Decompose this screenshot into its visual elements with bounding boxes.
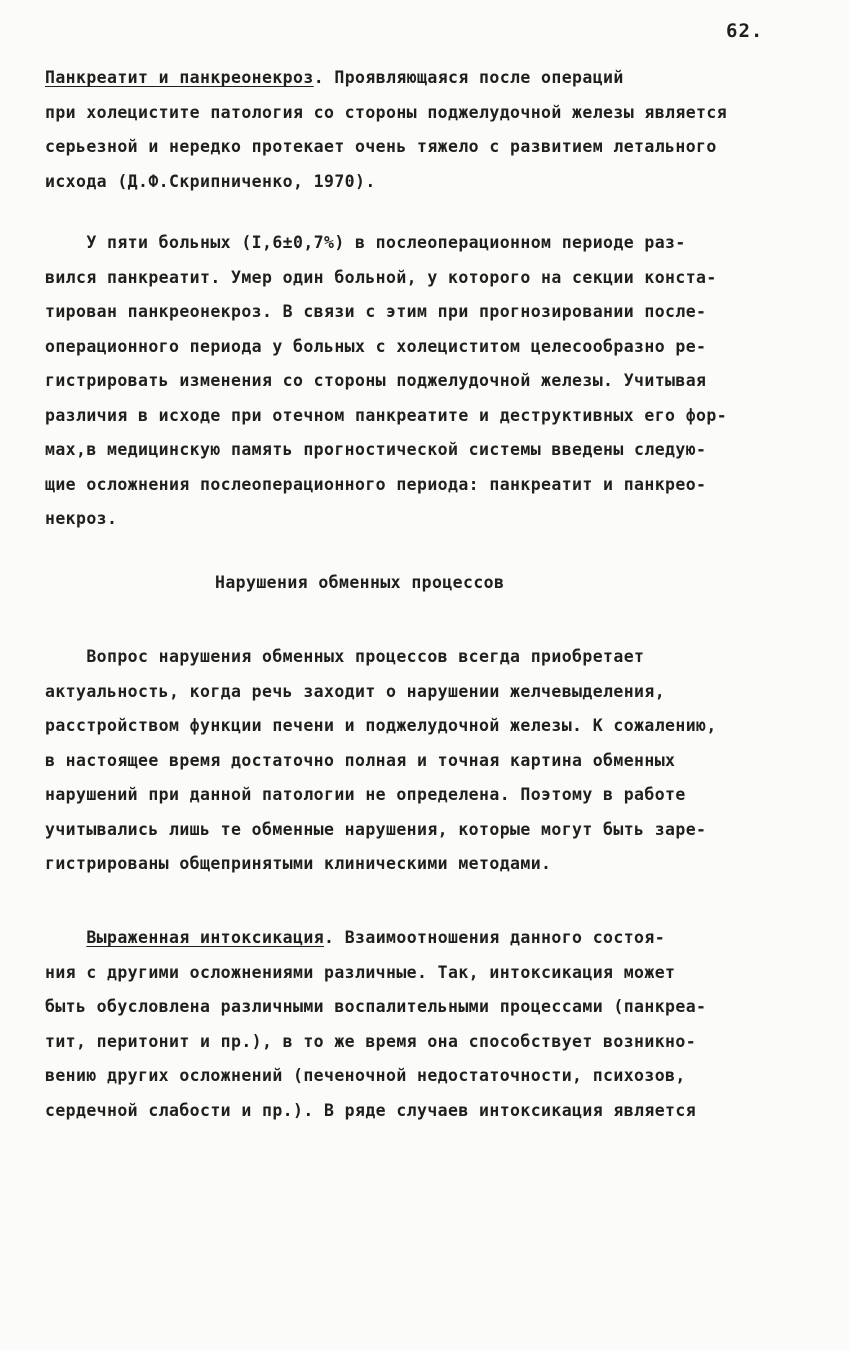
text-line bbox=[45, 709, 790, 744]
line-text-continued: . Взаимоотношения данного состоя- bbox=[324, 928, 666, 947]
line-text: при холецистите патология со стороны поджелудочной железы является bbox=[45, 102, 728, 122]
line-text: гистрированы общепринятыми клиническими методами. bbox=[45, 854, 552, 873]
paragraph-metabolic-disorders bbox=[45, 640, 790, 882]
page-number: 62. bbox=[726, 20, 764, 42]
section-heading: Нарушения обменных процессов bbox=[215, 573, 505, 592]
text-line bbox=[45, 502, 790, 537]
line-text: быть обусловлена различными воспалительными процессами (панкреа- bbox=[45, 997, 707, 1016]
paragraph-intoxication bbox=[45, 921, 790, 1128]
text-line bbox=[45, 330, 790, 365]
line-text: расстройством функции печени и поджелудочной железы. К сожалению, bbox=[45, 716, 717, 735]
line-text-continued: . Проявляющаяся после операций bbox=[313, 68, 624, 87]
text-line bbox=[45, 399, 790, 434]
line-text: в настоящее время достаточно полная и точная картина обменных bbox=[45, 750, 676, 770]
text-line bbox=[45, 990, 790, 1025]
underlined-heading: Выраженная интоксикация bbox=[86, 928, 325, 947]
text-line bbox=[45, 813, 790, 848]
line-text: операционного периода у больных с холециститом целесообразно ре- bbox=[45, 336, 707, 356]
text-line bbox=[45, 675, 790, 710]
text-line bbox=[45, 1094, 790, 1129]
line-text: вению других осложнений (печеночной недостаточности, психозов, bbox=[45, 1066, 686, 1085]
line-text: мах,в медицинскую память прогностической системы введены следую- bbox=[45, 440, 707, 459]
text-line bbox=[45, 295, 790, 330]
underlined-heading: Панкреатит и панкреонекроз bbox=[45, 68, 314, 87]
line-text: тирован панкреонекроз. В связи с этим при прогнозировании после- bbox=[45, 302, 707, 321]
line-text: щие осложнения послеоперационного периода: панкреатит и панкрео- bbox=[45, 474, 707, 494]
text-line bbox=[45, 226, 790, 261]
line-text bbox=[45, 928, 86, 947]
line-text: сердечной слабости и пр.). В ряде случаев интоксикация является bbox=[45, 1100, 697, 1120]
text-line bbox=[45, 1059, 790, 1094]
paragraph-pancreatitis-intro bbox=[45, 61, 790, 199]
line-text: тит, перитонит и пр.), в то же время она способствует возникно- bbox=[45, 1031, 697, 1051]
text-line bbox=[45, 261, 790, 296]
text-line bbox=[45, 847, 790, 882]
line-text: исхода (Д.Ф.Скрипниченко, 1970). bbox=[45, 171, 376, 191]
text-line bbox=[45, 165, 790, 200]
text-line bbox=[45, 921, 790, 956]
line-text: учитывались лишь те обменные нарушения, которые могут быть заре- bbox=[45, 819, 707, 839]
text-line bbox=[45, 640, 790, 675]
text-line bbox=[45, 61, 790, 96]
text-line bbox=[45, 96, 790, 131]
text-line bbox=[45, 744, 790, 779]
text-line bbox=[45, 130, 790, 165]
line-text: У пяти больных (I,6±0,7%) в послеоперационном периоде раз- bbox=[45, 233, 686, 252]
line-text: ния с другими осложнениями различные. Так, интоксикация может bbox=[45, 962, 676, 982]
text-line bbox=[45, 364, 790, 399]
text-line bbox=[45, 433, 790, 468]
line-text: некроз. bbox=[45, 509, 118, 528]
text-line bbox=[45, 778, 790, 813]
line-text: вился панкреатит. Умер один больной, у которого на секции конста- bbox=[45, 267, 717, 287]
text-line bbox=[45, 1025, 790, 1060]
line-text: нарушений при данной патологии не определена. Поэтому в работе bbox=[45, 785, 686, 804]
paragraph-pancreatitis-cases bbox=[45, 226, 790, 537]
text-line bbox=[45, 956, 790, 991]
line-text: Вопрос нарушения обменных процессов всегда приобретает bbox=[45, 647, 645, 666]
line-text: актуальность, когда речь заходит о нарушении желчевыделения, bbox=[45, 681, 666, 701]
line-text: гистрировать изменения со стороны поджелудочной железы. Учитывая bbox=[45, 371, 707, 390]
line-text: различия в исходе при отечном панкреатите и деструктивных его фор- bbox=[45, 405, 728, 425]
line-text: серьезной и нередко протекает очень тяжело с развитием летального bbox=[45, 137, 717, 156]
text-line bbox=[45, 468, 790, 503]
